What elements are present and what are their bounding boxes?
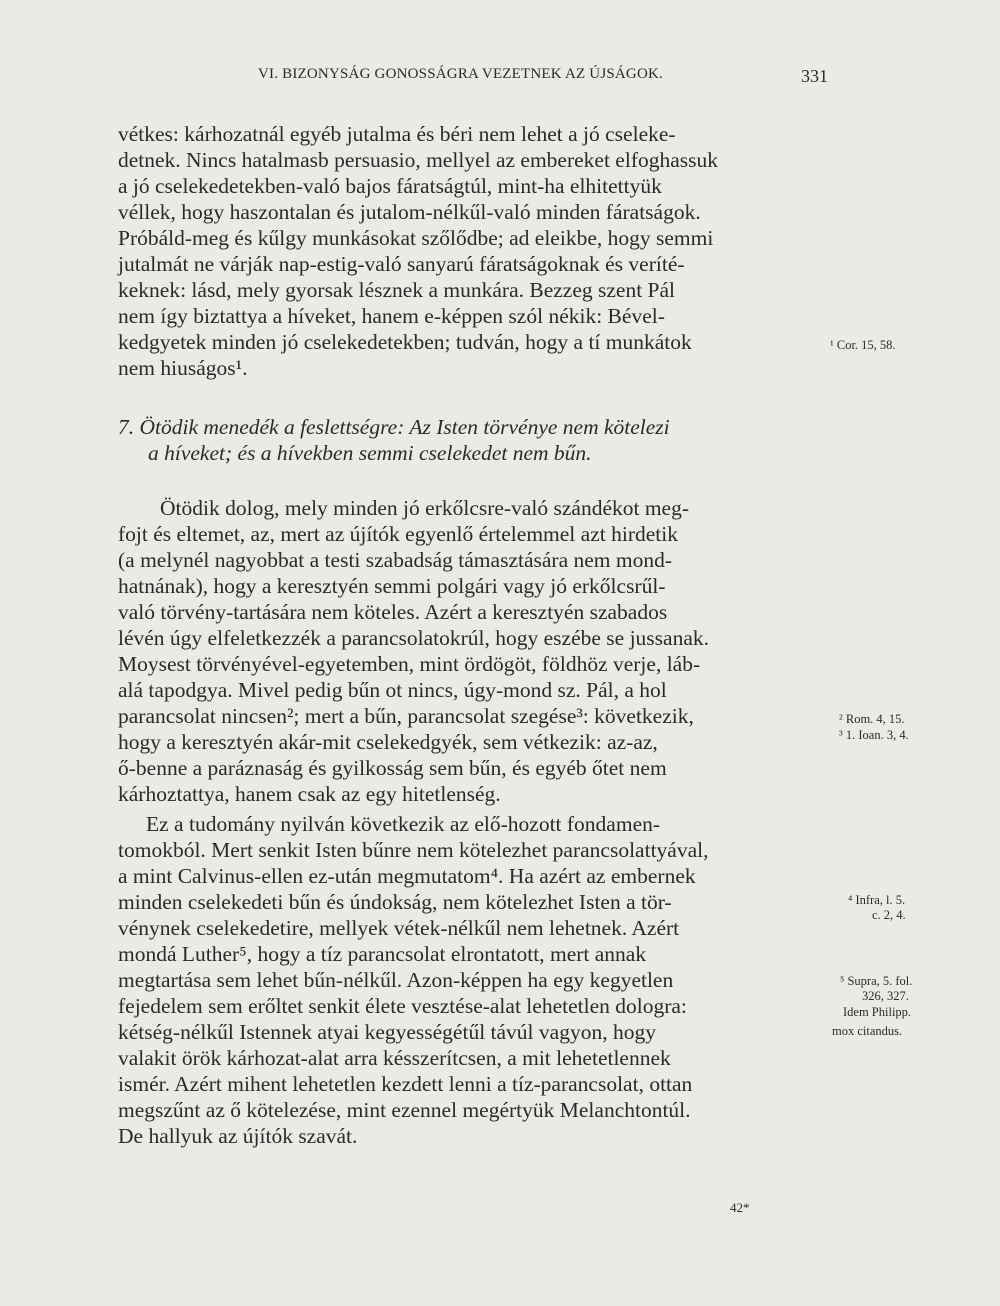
text-line: Ez a tudomány nyilván következik az elő-hozott fondamen- [146, 812, 661, 836]
text-line: keknek: lásd, mely gyorsak lésznek a munkára. Bezzeg szent Pál [118, 278, 676, 302]
text-line: Moysest törvényével-egyetemben, mint ördögöt, földhöz verje, láb- [118, 652, 701, 676]
text-line: Ötödik dolog, mely minden jó erkőlcsre-való szándékot meg- [160, 496, 690, 520]
text-line: lévén úgy elfeletkezzék a parancsolatokrúl, hogy eszébe se jussanak. [118, 626, 709, 650]
text-line: jutalmát ne várják nap-estig-való sanyarú fáratságoknak és veríté- [118, 252, 685, 276]
text-line: nem így biztattya a híveket, hanem e-képpen szól nékik: Bével- [118, 304, 665, 328]
text-line: kárhoztattya, hanem csak az egy hitetlenség. [118, 782, 501, 806]
text-line: megszűnt az ő kötelezése, mint ezennel megértyük Melanchtontúl. [118, 1098, 691, 1122]
text-line: kétség-nélkűl Istennek atyai kegyességétűl távúl vagyon, hogy [118, 1020, 656, 1044]
margin-note: 326, 327. [862, 989, 909, 1003]
margin-note: ³ 1. Ioan. 3, 4. [839, 728, 909, 742]
header-title: VI. BIZONYSÁG GONOSSÁGRA VEZETNEK AZ ÚJSÁGOK. [258, 66, 663, 82]
text-line: Próbáld-meg és kűlgy munkásokat szőlődbe; ad eleikbe, hogy semmi [118, 226, 714, 250]
text-line: mondá Luther⁵, hogy a tíz parancsolat elrontatott, mert annak [118, 942, 647, 966]
margin-note: c. 2, 4. [872, 908, 906, 922]
text-line: De hallyuk az újítók szavát. [118, 1124, 358, 1148]
text-line: detnek. Nincs hatalmasb persuasio, mellyel az embereket elfoghassuk [118, 148, 719, 172]
margin-note: Idem Philipp. [843, 1005, 912, 1019]
signature-mark: 42* [730, 1200, 750, 1215]
text-line: ismér. Azért mihent lehetetlen kezdett lenni a tíz-parancsolat, ottan [118, 1072, 693, 1096]
running-header [258, 66, 828, 90]
text-line: valakit örök kárhozat-alat arra késszerítcsen, a mit lehetetlennek [118, 1046, 671, 1070]
text-line: parancsolat nincsen²; mert a bűn, parancsolat szegése³: következik, [118, 704, 694, 728]
text-line: (a melynél nagyobbat a testi szabadság támasztására nem mond- [118, 548, 673, 572]
text-line: fojt és eltemet, az, mert az újítók egyenlő értelemmel azt hirdetik [118, 522, 678, 546]
text-line: hatnának), hogy a keresztyén semmi polgári vagy jó erkőlcsrűl- [118, 574, 666, 598]
text-line: ő-benne a paráznaság és gyilkosság sem bűn, és egyéb őtet nem [118, 756, 667, 780]
section-heading-line: 7. Ötödik menedék a feslettségre: Az Isten törvénye nem kötelezi [118, 415, 670, 439]
text-line: nem hiuságos¹. [118, 356, 248, 380]
text-line: hogy a keresztyén akár-mit cselekedgyék, sem vétkezik: az-az, [118, 730, 658, 754]
page-number: 331 [801, 66, 828, 86]
text-line: vétkes: kárhozatnál egyéb jutalma és béri nem lehet a jó cseleke- [118, 122, 676, 146]
margin-note: mox citandus. [832, 1024, 903, 1038]
text-line: a jó cselekedetekben-való bajos fáratságtúl, mint-ha elhitettyük [118, 174, 662, 198]
margin-note: ¹ Cor. 15, 58. [830, 338, 896, 352]
text-line: véllek, hogy haszontalan és jutalom-nélkűl-való minden fáratságok. [118, 200, 701, 224]
text-line: tomokból. Mert senkit Isten bűnre nem kötelezhet parancsolattyával, [118, 838, 709, 862]
section-heading-line: a híveket; és a hívekben semmi cselekedet nem bűn. [148, 441, 592, 465]
text-line: való törvény-tartására nem köteles. Azért a keresztyén szabados [118, 600, 668, 624]
text-line: alá tapodgya. Mivel pedig bűn ot nincs, úgy-mond sz. Pál, a hol [118, 678, 667, 702]
text-line: vénynek cselekedetire, mellyek vétek-nélkűl nem lehetnek. Azért [118, 916, 680, 940]
text-line: minden cselekedeti bűn és úndokság, nem kötelezhet Isten a tör- [118, 890, 672, 914]
text-line: megtartása sem lehet bűn-nélkűl. Azon-képpen ha egy kegyetlen [118, 968, 674, 992]
margin-note: ⁴ Infra, l. 5. [848, 893, 906, 907]
text-line: fejedelem sem erőltet senkit élete vesztése-alat lehetetlen dologra: [118, 994, 687, 1018]
margin-note: ² Rom. 4, 15. [839, 712, 905, 726]
text-line: a mint Calvinus-ellen ez-után megmutatom⁴. Ha azért az embernek [118, 864, 696, 888]
text-line: kedgyetek minden jó cselekedetekben; tudván, hogy a tí munkátok [118, 330, 692, 354]
margin-note: ⁵ Supra, 5. fol. [840, 974, 913, 988]
